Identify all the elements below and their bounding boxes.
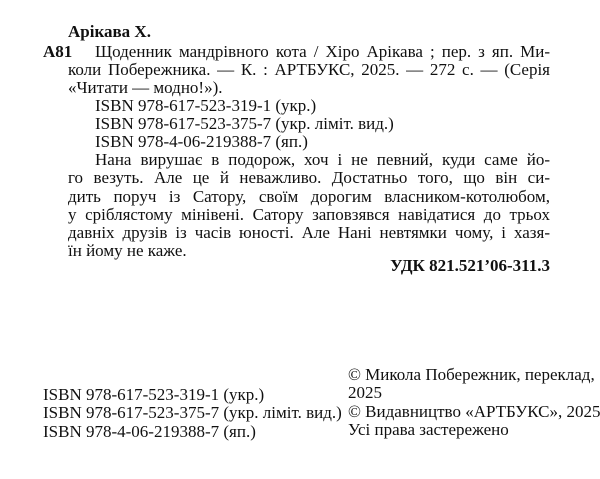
annotation-line: у сріблястому мінівені. Сатору заповзявся навідатися до трьох: [68, 206, 550, 224]
copyright-line: © Микола Побережник, переклад,: [348, 365, 595, 384]
annotation-line: давніх друзів із часів юності. Але Нані невтямки чому, і хазя-: [68, 224, 550, 242]
udc-number: УДК 821.521’06-311.3: [390, 256, 550, 275]
bibliographic-description-line: «Читати — модно!»).: [68, 78, 223, 97]
footer-isbn-line: ISBN 978-617-523-319-1 (укр.): [43, 385, 265, 404]
copyright-line: Усі права застережено: [348, 420, 509, 439]
author-mark: А81: [43, 42, 73, 61]
copyright-line: 2025: [348, 383, 382, 402]
footer-isbn-line: ISBN 978-4-06-219388-7 (яп.): [43, 422, 256, 441]
annotation-line: го везуть. Але це й неважливо. Достатньо того, що він си-: [68, 169, 550, 187]
annotation-line: дить поруч із Сатору, своїм дорогим власником-котолюбом,: [68, 188, 550, 206]
isbn-line: ISBN 978-617-523-319-1 (укр.): [95, 96, 317, 115]
author-heading: Арікава Х.: [68, 22, 151, 41]
bibliographic-description-line: коли Побережника. — К. : АРТБУКС, 2025. — 272 с. — (Серія: [68, 61, 550, 79]
footer-isbn-line: ISBN 978-617-523-375-7 (укр. ліміт. вид.): [43, 403, 342, 422]
isbn-line: ISBN 978-617-523-375-7 (укр. ліміт. вид.): [95, 114, 394, 133]
isbn-line: ISBN 978-4-06-219388-7 (яп.): [95, 132, 308, 151]
annotation-line: Нана вирушає в подорож, хоч і не певний, куди саме йо-: [95, 151, 550, 169]
annotation-line: їн йому не каже.: [68, 241, 187, 260]
bibliographic-description-line: Щоденник мандрівного кота / Хіро Арікава ; пер. з яп. Ми-: [95, 43, 550, 61]
copyright-line: © Видавництво «АРТБУКС», 2025: [348, 402, 600, 421]
